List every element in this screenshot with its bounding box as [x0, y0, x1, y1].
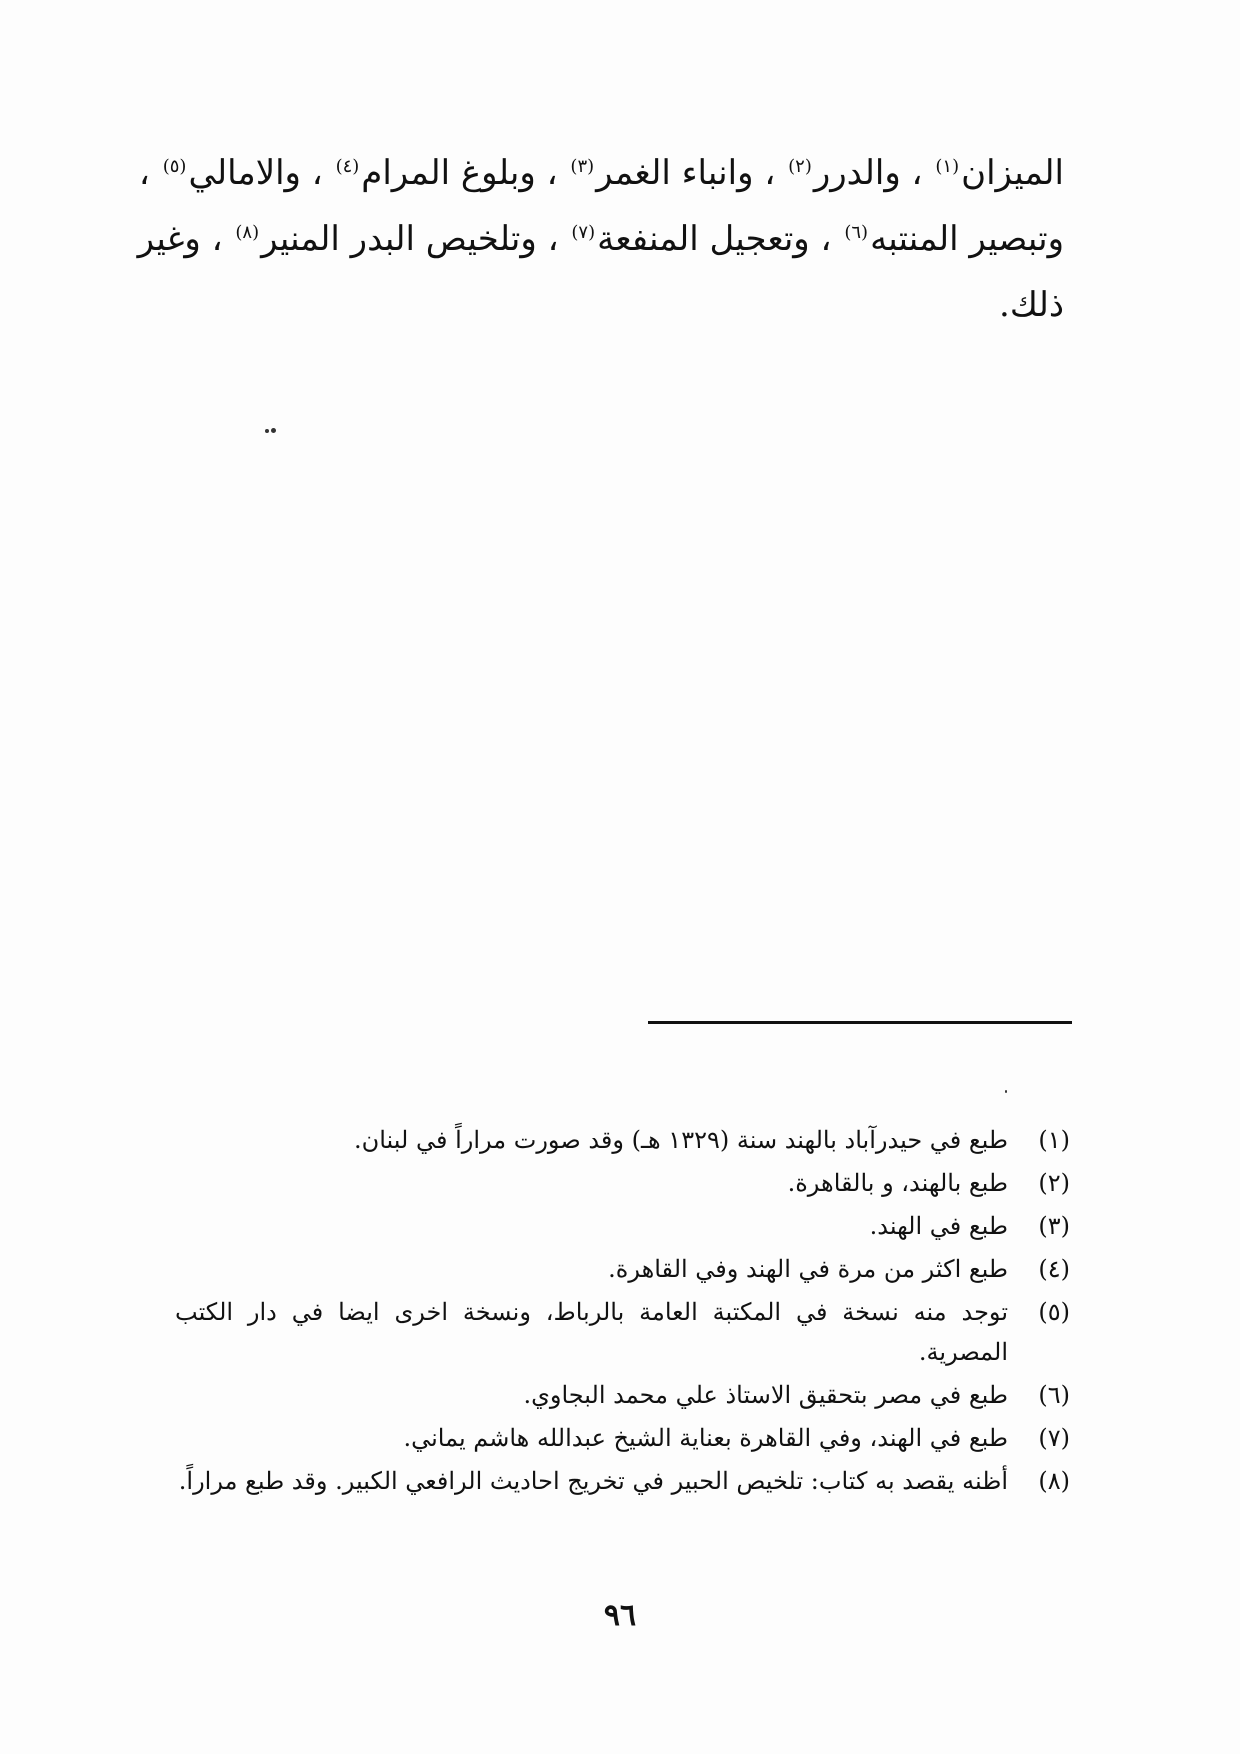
footnote-text: طبع بالهند، و بالقاهرة. — [787, 1169, 1008, 1197]
footnotes-list — [175, 1120, 1070, 1504]
footnote-text: توجد منه نسخة في المكتبة العامة بالرباط، ونسخة اخرى ايضا في دار الكتب المصرية. — [175, 1298, 1008, 1366]
text-segment: ، والدرر — [813, 153, 923, 193]
footnote-text: طبع في الهند. — [869, 1212, 1008, 1240]
footnote-item — [175, 1418, 1070, 1458]
footnote-reference-2[interactable]: (٢) — [788, 156, 812, 177]
footnote-number: (٣) — [1038, 1212, 1070, 1240]
footnote-text: طبع في مصر بتحقيق الاستاذ علي محمد البجاوي. — [523, 1381, 1008, 1409]
footnote-item — [175, 1206, 1070, 1246]
footnote-number: (٥) — [1038, 1298, 1070, 1326]
footnote-item — [175, 1375, 1070, 1415]
footnote-item — [175, 1249, 1070, 1289]
text-segment: الميزان — [961, 153, 1064, 193]
main-text-block — [137, 140, 1064, 338]
footnote-reference-3[interactable]: (٣) — [570, 156, 595, 177]
footnote-number: (٢) — [1038, 1169, 1070, 1197]
text-segment: ، وتلخيص البدر المنير — [261, 219, 559, 259]
footnote-reference-6[interactable]: (٦) — [844, 222, 869, 243]
main-text-line-3: ذلك. — [999, 285, 1064, 325]
text-segment: ، — [138, 153, 150, 193]
footnote-text: طبع في حيدرآباد بالهند سنة (١٣٢٩ هـ) وقد صورت مراراً في لبنان. — [353, 1126, 1008, 1154]
footnote-number: (٦) — [1038, 1381, 1070, 1409]
page-number: ٩٦ — [603, 1598, 637, 1633]
footnote-number: (١) — [1038, 1126, 1070, 1154]
footnote-text: طبع اكثر من مرة في الهند وفي القاهرة. — [608, 1255, 1008, 1283]
footnote-reference-5[interactable]: (٥) — [162, 156, 187, 177]
main-text-line-2 — [137, 206, 1064, 272]
text-segment: ، وانباء الغمر — [596, 153, 776, 193]
scan-speck — [1005, 1090, 1007, 1093]
footnote-text: أظنه يقصد به كتاب: تلخيص الحبير في تخريج احاديث الرافعي الكبير. وقد طبع مراراً. — [178, 1467, 1008, 1495]
footnote-reference-8[interactable]: (٨) — [235, 222, 260, 243]
footnote-text: طبع في الهند، وفي القاهرة بعناية الشيخ عبدالله هاشم يماني. — [403, 1424, 1008, 1452]
footnote-item — [175, 1163, 1070, 1203]
footnote-reference-4[interactable]: (٤) — [335, 156, 360, 177]
scan-speck — [265, 429, 269, 433]
footnote-item — [175, 1461, 1070, 1501]
text-segment: ، وبلوغ المرام — [361, 153, 558, 193]
text-segment: ، وتعجيل المنفعة — [597, 219, 832, 259]
footnote-reference-7[interactable]: (٧) — [571, 222, 596, 243]
main-text-line-1 — [138, 140, 1064, 206]
footnote-number: (٤) — [1038, 1255, 1070, 1283]
text-segment: وتبصير المنتبه — [870, 219, 1064, 259]
footnote-item — [175, 1120, 1070, 1160]
footnote-number: (٨) — [1038, 1467, 1070, 1495]
text-segment: ، وغير — [137, 219, 223, 259]
scan-speck — [271, 428, 276, 433]
footnote-number: (٧) — [1038, 1424, 1070, 1452]
text-segment: ، والامالي — [188, 153, 323, 193]
footnote-separator — [648, 1021, 1072, 1024]
footnote-item — [175, 1292, 1070, 1372]
footnote-reference-1[interactable]: (١) — [935, 156, 960, 177]
